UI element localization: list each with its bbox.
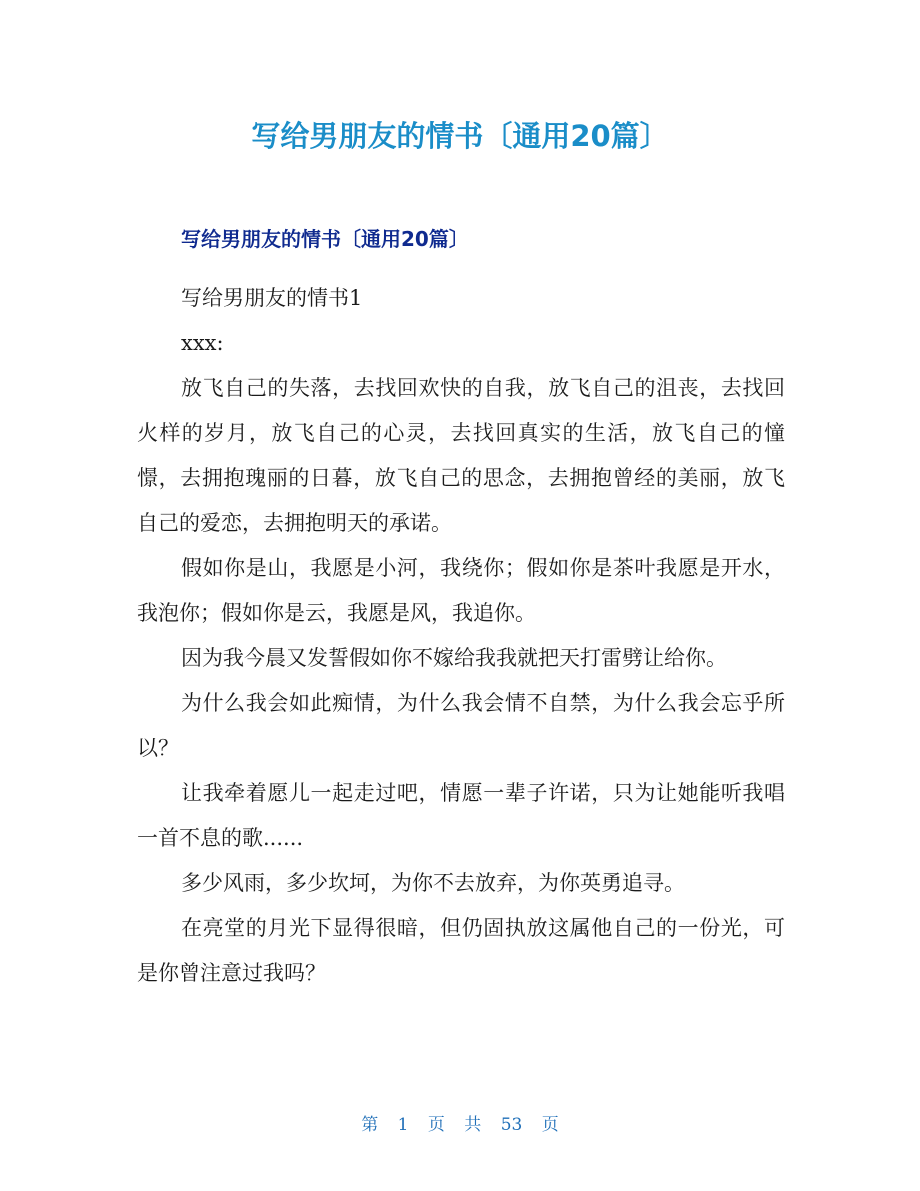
document-title: 写给男朋友的情书〔通用20篇〕 — [251, 119, 669, 153]
paragraph: 写给男朋友的情书1 — [181, 286, 363, 310]
paragraph: 在亮堂的月光下显得很暗，但仍固执放这属他自己的一份光，可是你曾注意过我吗？ — [137, 916, 785, 985]
footer-page-number: 1 — [397, 1115, 409, 1135]
document-body — [137, 276, 785, 996]
paragraph: 因为我今晨又发誓假如你不嫁给我我就把天打雷劈让给你。 — [181, 646, 727, 670]
footer-label-total: 共 — [464, 1115, 482, 1135]
page-footer — [0, 1110, 920, 1140]
footer-label-ye: 页 — [541, 1115, 559, 1135]
section-heading: 写给男朋友的情书〔通用20篇〕 — [181, 227, 469, 251]
paragraph: 为什么我会如此痴情，为什么我会情不自禁，为什么我会忘乎所以？ — [137, 691, 785, 760]
footer-total-pages: 53 — [500, 1115, 523, 1135]
paragraph: 假如你是山，我愿是小河，我绕你；假如你是茶叶我愿是开水，我泡你；假如你是云，我愿是风，我追你。 — [137, 556, 785, 625]
paragraph: 放飞自己的失落，去找回欢快的自我，放飞自己的沮丧，去找回火样的岁月，放飞自己的心灵，去找回真实的生活，放飞自己的憧憬，去拥抱瑰丽的日暮，放飞自己的思念，去拥抱曾经的美丽，放飞自己的爱恋，去拥抱明天的承诺。 — [137, 376, 785, 535]
footer-label-page: 第 — [361, 1115, 379, 1135]
paragraph: xxx: — [181, 331, 224, 355]
paragraph: 让我牵着愿儿一起走过吧，情愿一辈子许诺，只为让她能听我唱一首不息的歌...... — [137, 781, 785, 850]
footer-label-ye: 页 — [427, 1115, 445, 1135]
paragraph: 多少风雨，多少坎坷，为你不去放弃，为你英勇追寻。 — [181, 871, 685, 895]
